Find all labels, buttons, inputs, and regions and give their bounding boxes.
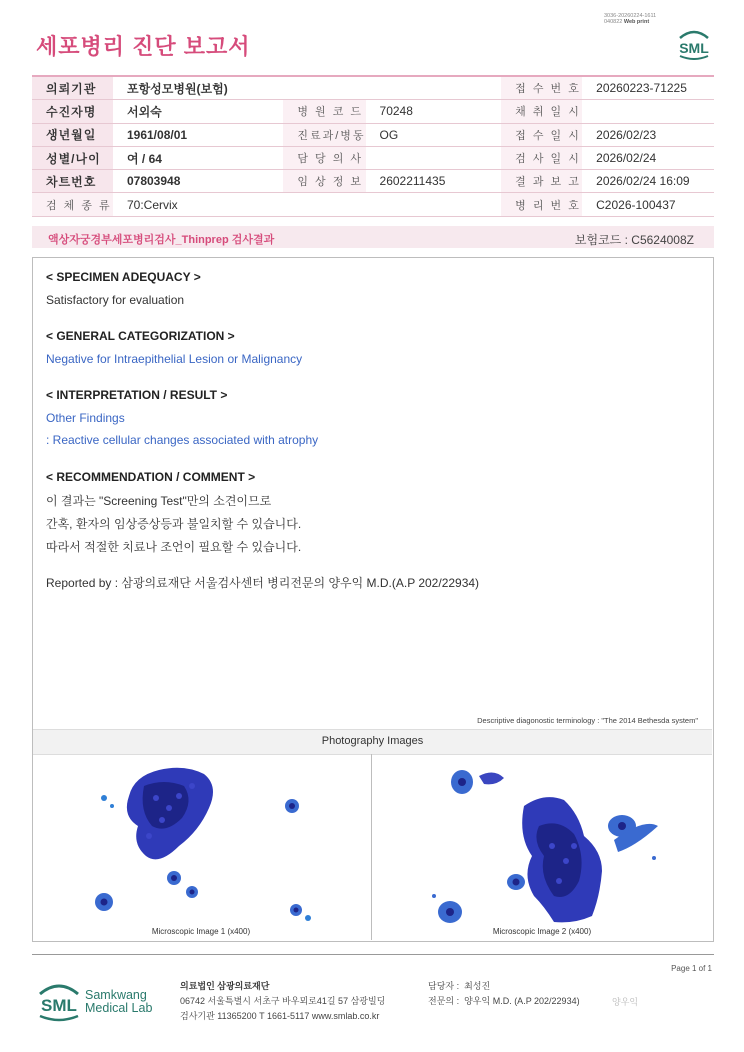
sml-logo-icon (674, 26, 714, 60)
info-label: 생년월일 (32, 123, 113, 146)
info-label: 의뢰기관 (32, 76, 113, 100)
info-value: 2026/02/24 (582, 146, 714, 169)
adequacy-heading: < SPECIMEN ADEQUACY > (46, 270, 201, 284)
info-label: 수진자명 (32, 100, 113, 123)
info-value: 1961/08/01 (113, 123, 283, 146)
info-value: OG (366, 123, 502, 146)
staff-label: 담당자 : (428, 981, 460, 991)
footer-address: 06742 서울특별시 서초구 바우뫼로41길 57 삼광빌딩 (180, 996, 386, 1006)
info-label: 차트번호 (32, 170, 113, 193)
footer-contact: 검사기관 11365200 T 1661-5117 www.smlab.co.kr (180, 1011, 380, 1021)
interpretation-line1: Other Findings (46, 411, 125, 425)
info-label: 진료과/병동 (283, 123, 365, 146)
specialist-label: 전문의 : (428, 996, 460, 1006)
info-row (32, 123, 714, 146)
info-row (32, 193, 714, 216)
info-value: 2026/02/24 16:09 (582, 170, 714, 193)
info-value: 여 / 64 (113, 146, 283, 169)
sml-logo-text: SML (679, 40, 709, 56)
interpretation-line2: : Reactive cellular changes associated with atrophy (46, 433, 319, 447)
info-label: 임 상 정 보 (283, 170, 365, 193)
footer-logo-text: SML (41, 996, 77, 1015)
photo-caption-1: Microscopic Image 1 (x400) (151, 927, 251, 936)
page-number: Page 1 of 1 (671, 964, 712, 973)
staff-name: 최성진 (464, 981, 491, 991)
info-label: 접 수 일 시 (501, 123, 582, 146)
footer-logo-name-2: Medical Lab (85, 1001, 153, 1015)
photo-divider (371, 754, 372, 940)
microscopic-image-1 (34, 756, 368, 924)
insurance-code: 보험코드 : C5624008Z (574, 233, 694, 247)
info-label: 검 체 종 류 (32, 193, 113, 216)
info-label: 접 수 번 호 (501, 76, 582, 100)
photo-caption-2: Microscopic Image 2 (x400) (492, 927, 592, 936)
info-label: 병 원 코 드 (283, 100, 365, 123)
footer-org (180, 979, 385, 1024)
info-label: 성별/나이 (32, 146, 113, 169)
info-row (32, 76, 714, 100)
info-value: C2026-100437 (582, 193, 714, 216)
info-row (32, 146, 714, 169)
info-label: 병 리 번 호 (501, 193, 582, 216)
signature: 양우익 (612, 998, 639, 1008)
recommendation-line: 간혹, 환자의 임상증상등과 불일치할 수 있습니다. (46, 517, 302, 531)
info-label: 담 당 의 사 (283, 146, 365, 169)
test-name: 액상자궁경부세포병리검사_Thinprep 검사결과 (48, 234, 275, 246)
info-label: 채 취 일 시 (501, 100, 582, 123)
recommendation-line: 이 결과는 "Screening Test"만의 소견이므로 (46, 494, 272, 508)
info-value: 70248 (366, 100, 502, 123)
page-title: 세포병리 진단 보고서 (36, 34, 251, 59)
recommendation-line: 따라서 적절한 치료나 조언이 필요할 수 있습니다. (46, 540, 302, 554)
footer-logo-name-1: Samkwang (85, 988, 147, 1002)
info-value: 포항성모병원(보험) (113, 76, 501, 100)
info-value: 70:Cervix (113, 193, 501, 216)
footer-staff (428, 979, 580, 1009)
print-code-label: Web print (623, 19, 650, 25)
recommendation-heading: < RECOMMENDATION / COMMENT > (46, 470, 256, 484)
print-code (604, 13, 656, 25)
print-code-prefix: 040822 (604, 19, 623, 25)
interpretation-heading: < INTERPRETATION / RESULT > (46, 388, 228, 402)
microscopic-image-2 (374, 756, 710, 924)
footer-org-name: 의료법인 삼광의료재단 (180, 981, 270, 991)
info-row (32, 170, 714, 193)
info-value: 2026/02/23 (582, 123, 714, 146)
info-label: 검 사 일 시 (501, 146, 582, 169)
reported-by: Reported by : 삼광의료재단 서울검사센터 병리전문의 양우익 M.D.(A.P 202/22934) (46, 576, 480, 590)
info-label: 결 과 보 고 (501, 170, 582, 193)
footer-sml-logo-icon (36, 980, 82, 1022)
category-heading: < GENERAL CATEGORIZATION > (46, 329, 235, 343)
photo-title: Photography Images (321, 735, 424, 747)
info-value: 2602211435 (366, 170, 502, 193)
category-text: Negative for Intraepithelial Lesion or Malignancy (46, 352, 303, 366)
adequacy-text: Satisfactory for evaluation (46, 293, 185, 307)
info-row (32, 100, 714, 123)
footer-divider (32, 954, 714, 955)
info-value: 20260223-71225 (582, 76, 714, 100)
footer-logo-name (85, 989, 152, 1015)
patient-info-table (32, 75, 714, 217)
print-code-line1: 3036-20260224-1611 (604, 13, 657, 19)
specialist-name: 양우익 M.D. (A.P 202/22934) (464, 996, 580, 1006)
terminology-note: Descriptive diagonostic terminology : "The 2014 Bethesda system" (477, 716, 698, 725)
info-value (366, 146, 502, 169)
info-value: 서외숙 (113, 100, 283, 123)
info-value (582, 100, 714, 123)
info-value: 07803948 (113, 170, 283, 193)
